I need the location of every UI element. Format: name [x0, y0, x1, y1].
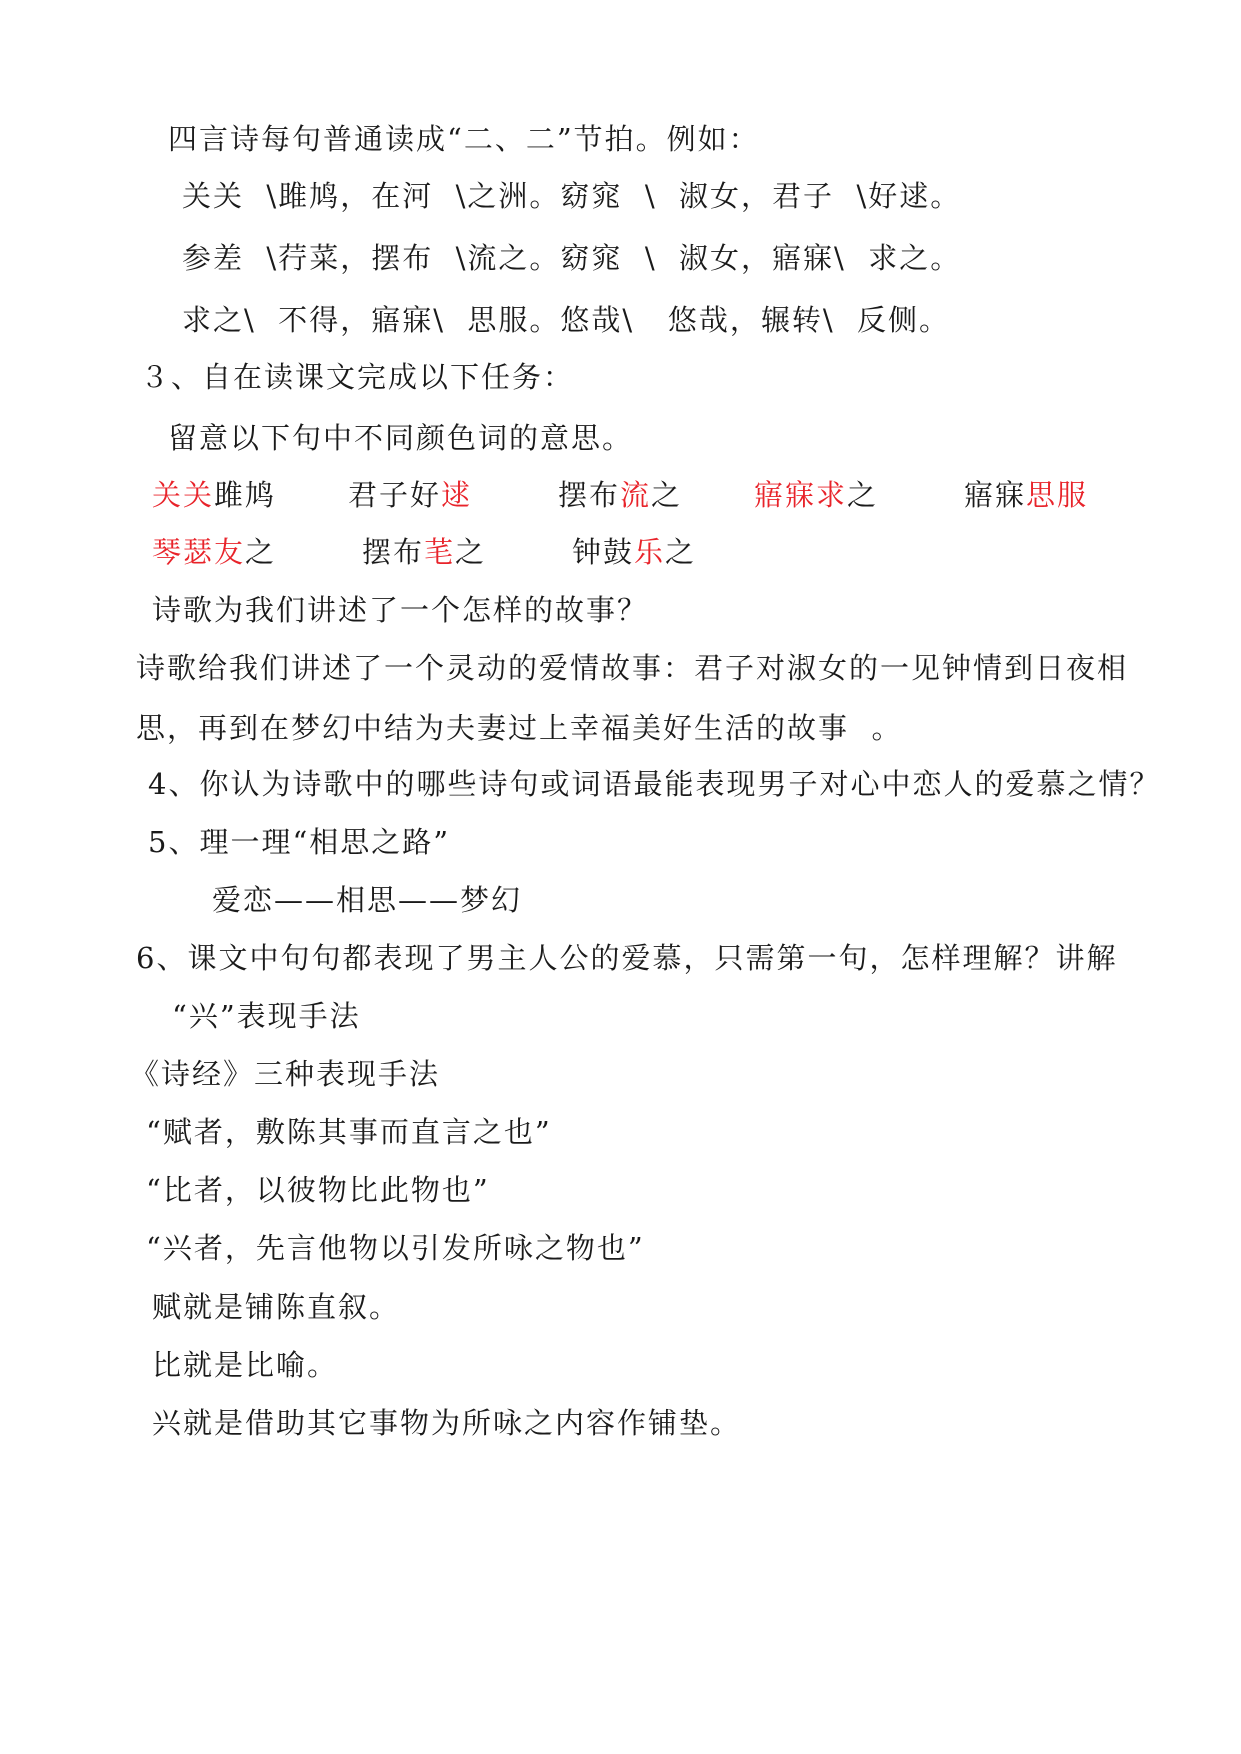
phrase-3-pre: 摆布: [558, 478, 621, 512]
phrase-5-pre: 寤寐: [964, 478, 1027, 512]
explain-fu: 赋就是铺陈直叙。: [152, 1290, 401, 1324]
phrase-6-post: 之: [245, 535, 277, 569]
rhythm-line-2: 参差 \荇菜，摆布 \流之。窈窕 \ 淑女，寤寐\ 求之。: [182, 241, 962, 275]
explain-bi: 比就是比喻。: [152, 1348, 339, 1382]
phrase-2-pre: 君子好: [348, 478, 442, 512]
phrase-3: [558, 475, 682, 515]
task3-prompt: 留意以下句中不同颜色词的意思。: [168, 421, 634, 455]
phrase-1-red: 关关: [152, 478, 215, 512]
phrase-5-red: 思服: [1026, 478, 1089, 512]
phrase-4: [754, 475, 878, 515]
phrase-8: [572, 532, 696, 572]
phrase-6-red: 琴瑟友: [152, 535, 246, 569]
task4-question: 4、你认为诗歌中的哪些诗句或词语最能表现男子对心中恋人的爱慕之情？: [148, 767, 1161, 801]
phrase-8-pre: 钟鼓: [572, 535, 635, 569]
task3-answer-line-1: 诗歌给我们讲述了一个灵动的爱情故事：君子对淑女的一见钟情到日夜相: [136, 651, 1129, 685]
phrase-7-post: 之: [455, 535, 487, 569]
phrase-8-red: 乐: [634, 535, 666, 569]
phrase-1: [152, 475, 276, 515]
phrase-2-red: 逑: [441, 478, 473, 512]
phrase-4-post: 之: [847, 478, 879, 512]
phrase-2: [348, 475, 472, 515]
phrase-6: [152, 532, 276, 572]
phrase-1-black: 雎鸠: [214, 478, 277, 512]
quote-bi: “比者，以彼物比此物也”: [146, 1173, 490, 1207]
phrase-7-red: 芼: [424, 535, 456, 569]
task6-line-2: “兴”表现手法: [172, 999, 361, 1033]
explain-xing: 兴就是借助其它事物为所咏之内容作铺垫。: [152, 1406, 742, 1440]
phrase-8-post: 之: [665, 535, 697, 569]
task6-line-1: 6、课文中句句都表现了男主人公的爱慕，只需第一句，怎样理解？讲解: [136, 941, 1118, 975]
rhythm-line-1: 关关 \雎鸠，在河 \之洲。窈窕 \ 淑女，君子 \好逑。: [182, 179, 962, 213]
phrase-4-red: 寤寐求: [754, 478, 848, 512]
task3-question: 诗歌为我们讲述了一个怎样的故事？: [152, 593, 649, 627]
phrase-3-red: 流: [620, 478, 652, 512]
task3-answer-line-2: 思，再到在梦幻中结为夫妻过上幸福美好生活的故事 。: [136, 711, 903, 745]
rhythm-intro: 四言诗每句普通读成“二、二”节拍。例如：: [168, 122, 760, 156]
rhythm-line-3: 求之\ 不得，寤寐\ 思服。悠哉\ 悠哉，辗转\ 反侧。: [182, 303, 951, 337]
task3-heading: ３、自在读课文完成以下任务：: [140, 360, 575, 394]
quote-xing: “兴者，先言他物以引发所咏之物也”: [146, 1231, 645, 1265]
phrase-7-pre: 摆布: [362, 535, 425, 569]
quote-fu: “赋者，敷陈其事而直言之也”: [146, 1115, 552, 1149]
task5-heading: 5、理一理“相思之路”: [148, 825, 451, 859]
phrase-3-post: 之: [651, 478, 683, 512]
phrase-5: [964, 475, 1088, 515]
phrase-7: [362, 532, 486, 572]
task5-path: 爱恋——相思——梦幻: [212, 883, 523, 917]
task6-title: 《诗经》三种表现手法: [130, 1057, 441, 1091]
